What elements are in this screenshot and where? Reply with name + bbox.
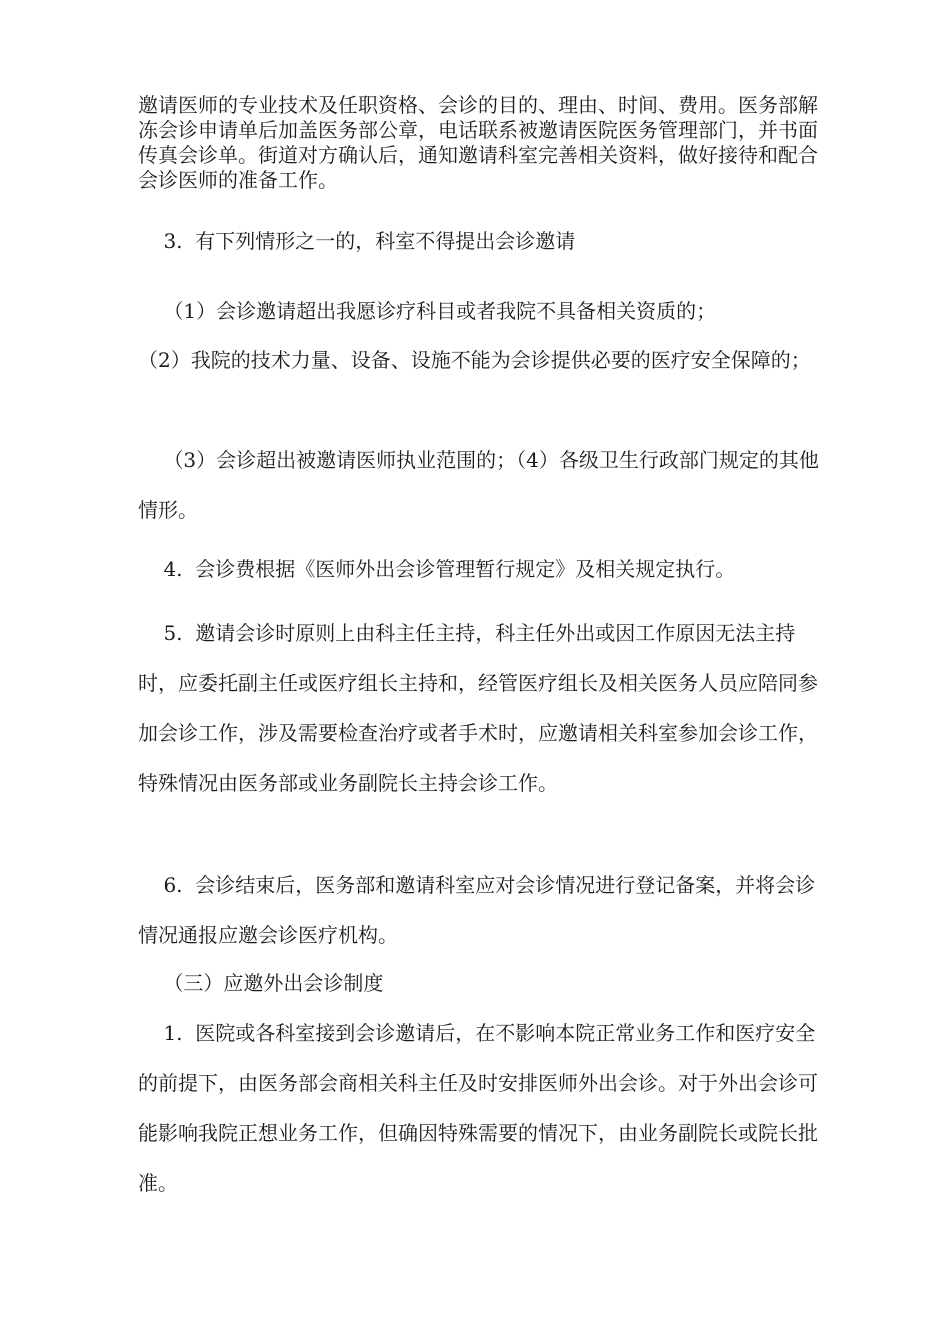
paragraph-item-3: 3. 有下列情形之一的，科室不得提出会诊邀请 (138, 229, 576, 253)
paragraph-invitation-details: 邀请医师的专业技术及任职资格、会诊的目的、理由、时间、费用。医务部解冻会诊申请单后加盖医务部公章，电话联系被邀请医院医务管理部门，并书面传真会诊单。街道对方确认后，通知邀请科室完善相关资料，做好接待和配合会诊医师的准备工作。 (138, 93, 818, 192)
section-heading-outgoing-consultation: （三）应邀外出会诊制度 (138, 971, 384, 995)
paragraph-condition-3-4: （3）会诊超出被邀请医师执业范围的；（4）各级卫生行政部门规定的其他情形。 (138, 448, 819, 522)
paragraph-item-4: 4. 会诊费根据《医师外出会诊管理暂行规定》及相关规定执行。 (138, 557, 736, 581)
paragraph-condition-1: （1）会诊邀请超出我愿诊疗科目或者我院不具备相关资质的； (138, 299, 717, 323)
paragraph-condition-2: （2）我院的技术力量、设备、设施不能为会诊提供必要的医疗安全保障的； (138, 348, 811, 372)
paragraph-item-5: 5. 邀请会诊时原则上由科主任主持，科主任外出或因工作原因无法主持时，应委托副主任或医疗组长主持和，经管医疗组长及相关医务人员应陪同参加会诊工作，涉及需要检查治疗或者手术时，应邀请相关科室参加会诊工作，特殊情况由医务部或业务副院长主持会诊工作。 (138, 621, 818, 795)
paragraph-item-6: 6. 会诊结束后，医务部和邀请科室应对会诊情况进行登记备案，并将会诊情况通报应邀会诊医疗机构。 (138, 873, 816, 947)
paragraph-outgoing-item-1: 1. 医院或各科室接到会诊邀请后，在不影响本院正常业务工作和医疗安全的前提下，由医务部会商相关科主任及时安排医师外出会诊。对于外出会诊可能影响我院正想业务工作，但确因特殊需要的情况下，由业务副院长或院长批准。 (138, 1021, 818, 1195)
